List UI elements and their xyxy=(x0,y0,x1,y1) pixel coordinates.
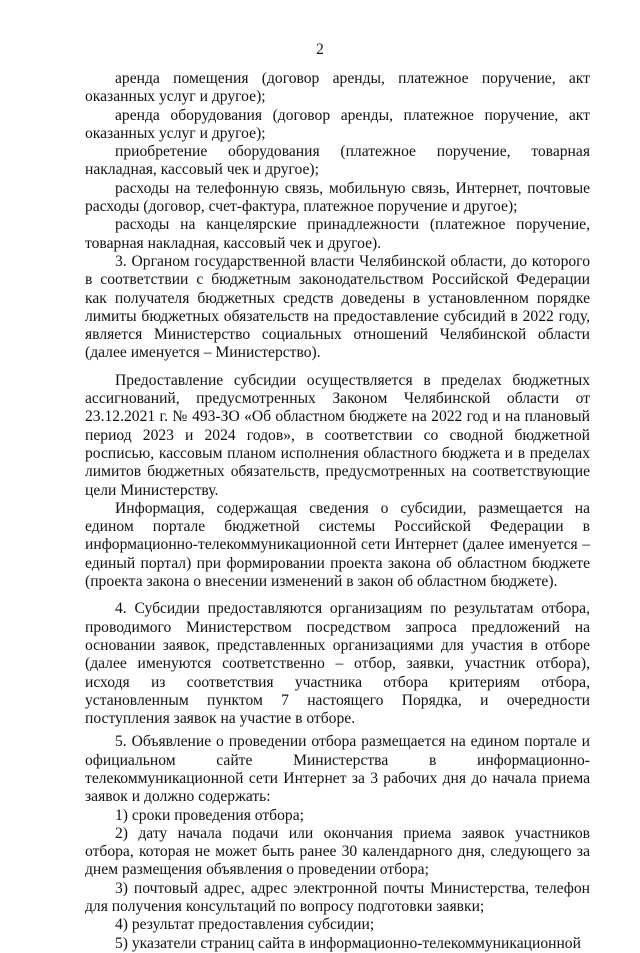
list-item-2: 2) дату начала подачи или окончания приема заявок участников отбора, которая не может быть ранее 30 календарного дня, следующего за днем размещения объявления о проведении отбора; xyxy=(85,824,590,879)
document-body xyxy=(85,70,590,953)
paragraph-equipment-purchase: приобретение оборудования (платежное поручение, товарная накладная, кассовый чек и другое); xyxy=(85,143,590,179)
paragraph-clause-3: 3. Органом государственной власти Челябинской области, до которого в соответствии с бюджетным законодательством Российской Федерации как получателя бюджетных средств доведены в установленном порядке лимиты бюджетных обязательств на предоставление субсидий в 2022 году, является Министерство социальных отношений Челябинской области (далее именуется – Министерство). xyxy=(85,252,590,362)
list-item-5: 5) указатели страниц сайта в информационно-телекоммуникационной xyxy=(115,934,581,952)
list-item-3: 3) почтовый адрес, адрес электронной почты Министерства, телефон для получения консультаций по вопросу подготовки заявки; xyxy=(85,879,590,916)
paragraph-rent-premises: аренда помещения (договор аренды, платежное поручение, акт оказанных услуг и другое); xyxy=(85,70,590,106)
paragraph-stationery-expenses: расходы на канцелярские принадлежности (платежное поручение, товарная накладная, кассовый чек и другое). xyxy=(85,216,590,252)
paragraph-subsidy-information: Информация, содержащая сведения о субсидии, размещается на едином портале бюджетной системы Российской Федерации в информационно-телекоммуникационной сети Интернет (далее именуется – единый портал) при формировании проекта закона об областном бюджете (проекта закона о внесении изменений в закон об областном бюджете). xyxy=(85,499,590,591)
paragraph-rent-equipment: аренда оборудования (договор аренды, платежное поручение, акт оказанных услуг и другое); xyxy=(85,106,590,142)
list-item-1: 1) сроки проведения отбора; xyxy=(115,806,304,824)
paragraph-communication-expenses: расходы на телефонную связь, мобильную связь, Интернет, почтовые расходы (договор, счет-фактура, платежное поручение и другое); xyxy=(85,179,590,216)
paragraph-clause-4: 4. Субсидии предоставляются организациям по результатам отбора, проводимого Министерством посредством запроса предложений на основании заявок, представленных организациями для участия в отборе (далее именуются соответственно – отбор, заявки, участник отбора), исходя из соответствия участника отбора критериям отбора, установленным пунктом 7 настоящего Порядка, и очередности поступления заявок на участие в отборе. xyxy=(85,600,590,728)
page-number: 2 xyxy=(316,41,324,58)
list-item-4: 4) результат предоставления субсидии; xyxy=(115,916,375,934)
paragraph-budget-allocations: Предоставление субсидии осуществляется в пределах бюджетных ассигнований, предусмотренных Законом Челябинской области от 23.12.2021 г. № 493-ЗО «Об областном бюджете на 2022 год и на плановый период 2023 и 2024 годов», в соответствии со сводной бюджетной росписью, кассовым планом исполнения областного бюджета и в пределах лимитов бюджетных обязательств, предусмотренных на соответствующие цели Министерству. xyxy=(85,371,590,499)
paragraph-clause-5: 5. Объявление о проведении отбора размещается на едином портале и официальном сайте Министерства в информационно-телекоммуникационной сети Интернет за 3 рабочих дня до начала приема заявок и должно содержать: xyxy=(85,733,590,806)
